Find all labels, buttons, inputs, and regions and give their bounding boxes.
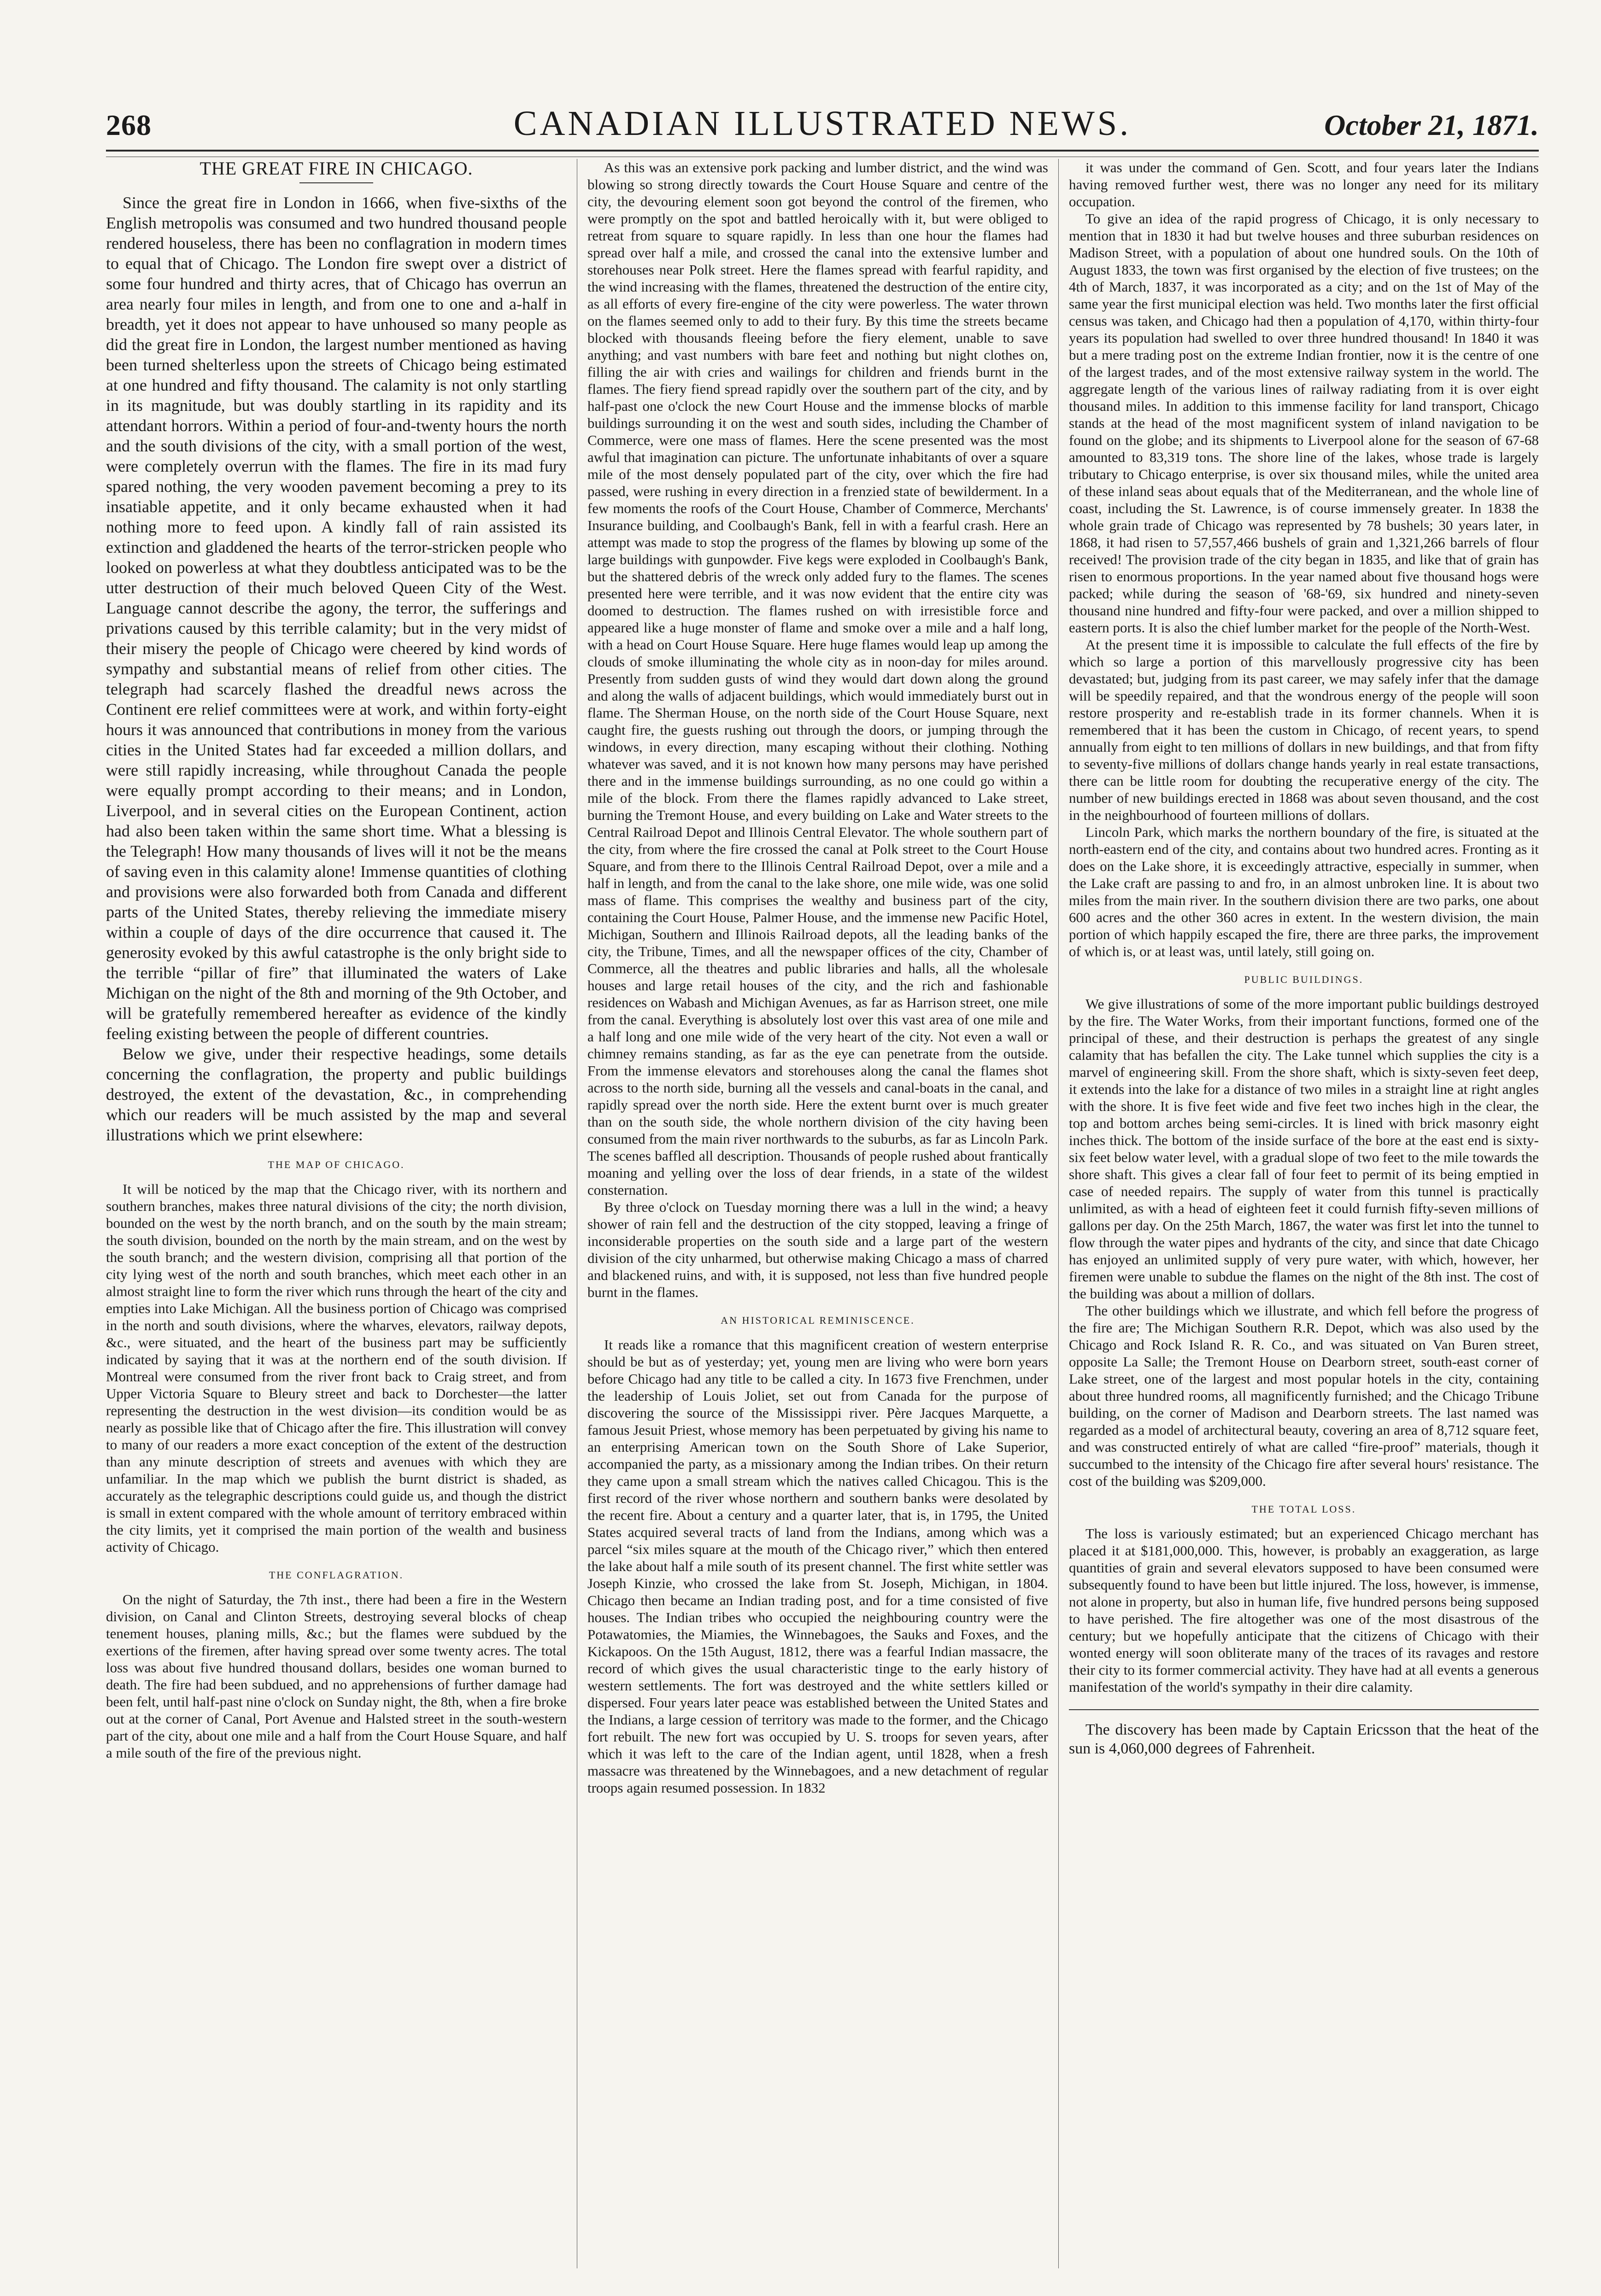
column-divider-2 xyxy=(1058,159,1059,2268)
public-buildings-heading: PUBLIC BUILDINGS. xyxy=(1244,974,1364,985)
masthead-title: CANADIAN ILLUSTRATED NEWS. xyxy=(513,104,1132,143)
map-of-chicago-heading: THE MAP OF CHICAGO. xyxy=(268,1159,405,1170)
issue-date: October 21, 1871. xyxy=(1324,109,1539,141)
conflagration-heading: THE CONFLAGRATION. xyxy=(269,1569,404,1581)
column-1 xyxy=(106,159,567,2268)
column-2-paragraph-1: As this was an extensive pork packing and lumber district, and the wind was blowing so strong directly towards the Court House Square and centre of the city, the devouring element soon got beyond the control of the firemen, who were promptly on the spot and battled heroically with it, but were obliged to retreat from square to square rapidly. In less than one hour the flames had spread over half a mile, and crossed the canal into the extensive lumber and storehouses near Polk street. Here the flames spread with fearful rapidity, and the wind increasing with the flames, threatened the destruction of the entire city, as all efforts of every fire-engine of the city were powerless. The water thrown on the flames seemed only to add to their fury. By this time the streets became blocked with thousands fleeing before the fiery element, unable to save anything; and vast numbers with bare feet and nothing but night clothes on, filling the air with cries and wailings for children and friends burnt in the flames. The fiery fiend spread rapidly over the southern part of the city, and by half-past one o'clock the new Court House and the immense blocks of marble buildings surrounding it on the west and south sides, including the Chamber of Commerce, were one mass of flames. Here the scene presented was the most awful that imagination can picture. The unfortunate inhabitants of over a square mile of the most densely populated part of the city, over which the fire had passed, were rushing in every direction in a frenzied state of bewilderment. In a few moments the roofs of the Court House, Chamber of Commerce, Merchants' Insurance building, and Coolbaugh's Bank, fell in with a fearful crash. Here an attempt was made to stop the progress of the flames by blowing up some of the large buildings with gunpowder. Five kegs were exploded in Coolbaugh's Bank, but the shattered debris of the wreck only added fury to the flames. The scenes presented here were terrible, and it was now evident that the entire city was doomed to destruction. The flames rushed on with irresistible force and appeared like a huge monster of flame and smoke over a mile and a half long, with a head on Court House Square. Here huge flames would leap up among the clouds of smoke illuminating the whole city as in noon-day for miles around. Presently from sudden gusts of wind they would dart down along the ground and along the walls of adjacent buildings, which would immediately burst out in flame. The Sherman House, on the north side of the Court House Square, next caught fire, the guests rushing out through the doors, or jumping through the windows, in every direction, many escaping without their clothing. Nothing whatever was saved, and it is not known how many persons may have perished there and in the immense buildings surrounding, as no one could go within a mile of the block. From there the flames rapidly advanced to Lake street, burning the Tremont House, and every building on Lake and Water streets to the Central Railroad Depot and Illinois Central Elevator. The whole southern part of the city, from where the fire crossed the canal at Polk street to the Court House Square, and from there to the Illinois Central Railroad Depot, over a mile and a half in length, and from the canal to the lake shore, one mile wide, was one solid mass of flame. This comprises the wealthy and business part of the city, containing the Court House, Palmer House, and the immense new Pacific Hotel, Michigan, Southern and Illinois Railroad depots, all the leading banks of the city, the Tribune, Times, and all the newspaper offices of the city, Chamber of Commerce, all the theatres and public libraries and halls, all the wholesale houses and large retail houses of the city, and the rich and fashionable residences on Wabash and Michigan Avenues, as far as Harrison street, one mile from the canal. Everything is absolutely lost over this vast area of one mile and a half long and one mile wide of the very heart of the city. Not even a wall or chimney remains standing, as far as the eye can penetrate from the outside. From the immense elevators and storehouses along the canal the flames shot across to the north side, burning all the vessels and canal-boats in the canal, and rapidly spread over the north side. Here the extent burnt over is much greater than on the south side, the whole northern division of the city having been consumed from the main river northwards to the suburbs, as far as Lincoln Park. The scenes baffled all description. Thousands of people rushed about frantically moaning and yelling over the loss of dear friends, in a state of the wildest consternation. xyxy=(587,159,1048,1198)
closing-note: The discovery has been made by Captain Ericsson that the heat of the sun is 4,060,000 degrees of Fahrenheit. xyxy=(1069,1721,1539,1757)
column-3-paragraph-3: At the present time it is impossible to calculate the full effects of the fire by which so large a portion of this marvellously progressive city has been devastated; but, judging from its past career, we may safely infer that the damage will be speedily repaired, and that the wondrous energy of the people will soon restore prosperity and re-establish trade in its former channels. When it is remembered that it has been the custom in Chicago, of recent years, to spend annually from eight to ten millions of dollars in new buildings, and that from fifty to seventy-five millions of dollars change hands yearly in real estate transactions, there can be little room for doubting the recuperative energy of the city. The number of new buildings erected in 1868 was about seven thousand, and the cost in the neighbourhood of fourteen millions of dollars. xyxy=(1069,637,1539,823)
column-2-paragraph-2: By three o'clock on Tuesday morning there was a lull in the wind; a heavy shower of rain fell and the destruction of the city stopped, leaving a fringe of inconsiderable properties on the south side and a large part of the western division of the city unharmed, but otherwise making Chicago a mass of charred and blackened ruins, and with, it is supposed, not less than five hundred people burnt in the flames. xyxy=(587,1199,1048,1300)
conflagration-paragraph: On the night of Saturday, the 7th inst., there had been a fire in the Western division, on Canal and Clinton Streets, destroying several blocks of cheap tenement houses, planing mills, &c.; but the flames were subdued by the exertions of the firemen, after having spread over some twenty acres. The total loss was about five hundred thousand dollars, besides one woman burned to death. The fire had been subdued, and no apprehensions of further damage had been felt, until half-past nine o'clock on Sunday night, the 8th, when a fire broke out at the corner of Canal, Port Avenue and Halsted street in the south-western part of the city, about one mile and a half from the Court House Square, and half a mile south of the fire of the previous night. xyxy=(106,1591,567,1761)
title-rule xyxy=(299,182,373,183)
page-header xyxy=(106,99,1539,152)
article-columns xyxy=(106,159,1539,2268)
map-of-chicago-paragraph: It will be noticed by the map that the Chicago river, with its northern and southern branches, makes three natural divisions of the city; the north division, bounded on the west by the north branch, and on the south by the main stream; the south division, bounded on the north by the main stream, and on the west by the south branch; and the western division, comprising all that portion of the city lying west of the north and south branches, which meet each other in an almost straight line to form the river which runs through the heart of the city and empties into Lake Michigan. All the business portion of Chicago was comprised in the north and south divisions, where the wharves, elevators, railway depots, &c., were situated, and the heart of the business part may be sufficiently indicated by saying that it was at the northern end of the south division. If Montreal were consumed from the river front back to Craig street, and from Upper Victoria Square to Bleury street and back to Dorchester—the latter representing the destruction in the west division—its condition would be as nearly as possible like that of Chicago after the fire. This illustration will convey to many of our readers a more exact conception of the extent of the destruction than any minute description of streets and avenues with which they are unfamiliar. In the map which we publish the burnt district is shaded, as accurately as the telegraphic descriptions could guide us, and though the district is small in extent compared with the whole amount of territory embraced within the city limits, yet it comprised the main portion of the wealth and business activity of Chicago. xyxy=(106,1181,567,1555)
historical-reminiscence-paragraph: It reads like a romance that this magnificent creation of western enterprise should be but as of yesterday; yet, young men are living who were born years before Chicago had any title to be called a city. In 1673 five Frenchmen, under the leadership of Louis Joliet, set out from Canada for the purpose of discovering the source of the Mississippi river. Père Jacques Marquette, a famous Jesuit Priest, whose memory has been perpetuated by giving his name to an enterprising American town on the South Shore of Lake Superior, accompanied the party, as a missionary among the Indian tribes. On their return they came upon a small stream which the natives called Chicagou. This is the first record of the river whose northern and southern banks were desolated by the recent fire. About a century and a quarter later, that is, in 1795, the United States acquired several tracts of land from the Indians, among which was a parcel “six miles square at the mouth of the Chicago river,” which then entered the lake about half a mile south of its present channel. The first white settler was Joseph Kinzie, who crossed the lake from St. Joseph, Michigan, in 1804. Chicago then became an Indian trading post, and for a time consisted of five houses. The Indian tribes who occupied the neighbouring country were the Potawatomies, the Miamies, the Winnebagoes, the Sauks and Foxes, and the Kickapoos. On the 15th August, 1812, there was a fearful Indian massacre, the record of which gives the usual characteristic tinge to the early history of western settlements. The fort was destroyed and the white settlers killed or dispersed. Four years later peace was established between the United States and the Indians, a large cession of territory was made to the former, and the Chicago fort rebuilt. The new fort was occupied by U. S. troops for seven years, after which it was left to the care of the Indian agent, until 1828, when a fresh massacre was threatened by the Winnebagoes, and a new detachment of regular troops again resumed possession. In 1832 xyxy=(587,1337,1048,1796)
column-2 xyxy=(587,159,1048,2268)
intro-paragraph-1: Since the great fire in London in 1666, when five-sixths of the English metropolis was consumed and two hundred thousand people rendered houseless, there has been no conflagration in modern times to equal that of Chicago. The London fire swept over a district of some four hundred and thirty acres, that of Chicago has overrun an area nearly four miles in length, and from one to one and a-half in breadth, yet it does not appear to have unhoused so many people as did the great fire in London, the largest number mentioned as having been turned shelterless upon the streets of Chicago being estimated at one hundred and fifty thousand. The calamity is not only startling in its magnitude, but was doubly startling in its rapidity and its attendant horrors. Within a period of four-and-twenty hours the north and the south divisions of the city, with a small portion of the west, were completely overrun with the flames. The fire in its mad fury spared nothing, the very wooden pavement becoming a prey to its insatiable appetite, and it only became exhausted when it had nothing more to feed upon. A kindly fall of rain assisted its extinction and gladdened the hearts of the terror-stricken people who looked on powerless at what they doubtless anticipated was to be the utter destruction of their much beloved Queen City of the West. Language cannot describe the agony, the terror, the sufferings and privations caused by this terrible calamity; but in the very midst of their misery the people of Chicago were cheered by kind words of sympathy and substantial means of relief from other cities. The telegraph had scarcely flashed the dreadful news across the Continent ere relief committees were at work, and within forty-eight hours it was announced that contributions in money from the various cities in the United States had far exceeded a million dollars, and were still rapidly increasing, while throughout Canada the people were equally prompt according to their means; and in London, Liverpool, and in several cities on the European Continent, action had also been taken within the same short time. What a blessing is the Telegraph! How many thousands of lives will it not be the means of saving even in this calamity alone! Immense quantities of clothing and provisions were also forwarded both from Canada and different parts of the United States, thereby relieving the immediate misery within a couple of days of the dire occurrence that caused it. The generosity evoked by this awful catastrophe is the only bright side to the terrible “pillar of fire” that illuminated the waters of Lake Michigan on the night of the 8th and morning of the 9th October, and will be gratefully remembered hereafter as evidence of the kindly feeling existing between the people of different countries. xyxy=(106,193,567,1043)
column-3-paragraph-2: To give an idea of the rapid progress of Chicago, it is only necessary to mention that in 1830 it had but twelve houses and three suburban residences on Madison Street, with a population of about one hundred souls. On the 10th of August 1833, the town was first organised by the election of five trustees; on the 4th of March, 1837, it was incorporated as a city; and on the 1st of May of the same year the first municipal election was held. Two months later the first official census was taken, and Chicago had then a population of 4,170, within thirty-four years its population had swelled to over three hundred thousand! In 1840 it was but a mere trading post on the extreme Indian frontier, now it is the centre of one of the largest trades, and of the most extensive railway system in the world. The aggregate length of the various lines of railway radiating from it is over eight thousand miles. In addition to this immense facility for land transport, Chicago stands at the head of the most magnificent system of inland navigation to be found on the globe; and its shipments to Liverpool alone for the season of 67-68 amounted to 83,319 tons. The shore line of the lakes, whose trade is largely tributary to Chicago enterprise, is over six thousand miles, while the united area of these inland seas about equals that of the Mediterranean, and the whole line of coast, including the St. Lawrence, is of course immensely greater. In 1838 the whole grain trade of Chicago was represented by 78 bushels; 30 years later, in 1868, it had risen to 57,557,466 bushels of grain and 1,321,266 barrels of flour received! The provision trade of the city began in 1835, and like that of grain has risen to enormous proportions. In the year named about five thousand hogs were packed; while during the season of '68-'69, six hundred and ninety-seven thousand nine hundred and fifty-four were packed, and over a million shipped to eastern ports. It is also the chief lumber market for the people of the North-West. xyxy=(1069,210,1539,636)
total-loss-paragraph: The loss is variously estimated; but an experienced Chicago merchant has placed it at $181,000,000. This, however, is probably an exaggeration, as large quantities of grain and several elevators supposed to have been consumed were subsequently found to have been but little injured. The loss, however, is immense, not alone in property, but also in human life, five hundred persons being supposed to have perished. The fire altogether was one of the most disastrous of the century; but we hopefully anticipate that the citizens of Chicago with their wonted energy will soon obliterate many of the traces of its ravages and restore their city to its former commercial activity. They have had at all events a generous manifestation of the world's sympathy in their dire calamity. xyxy=(1069,1525,1539,1695)
column-3-paragraph-4: Lincoln Park, which marks the northern boundary of the fire, is situated at the north-eastern end of the city, and contains about two hundred acres. Fronting as it does on the Lake shore, it is exceedingly attractive, especially in summer, when the Lake craft are passing to and fro, in an almost unbroken line. It is about two miles from the main river. In the southern division there are two parks, one about 600 acres and the other 360 acres in extent. In the western division, the main portion of which happily escaped the fire, there are three parks, the improvement of which is, or at least was, until lately, still going on. xyxy=(1069,824,1539,959)
historical-reminiscence-heading: AN HISTORICAL REMINISCENCE. xyxy=(721,1315,915,1326)
public-buildings-paragraph-2: The other buildings which we illustrate, and which fell before the progress of the fire are; The Michigan Southern R.R. Depot, which was also used by the Chicago and Rock Island R. R. Co., and was situated on Van Buren street, opposite La Salle; the Tremont House on Dearborn street, south-east corner of Lake street, one of the largest and most popular hotels in the city, containing about three hundred rooms, all magnificently furnished; and the Chicago Tribune building, on the corner of Madison and Dearborn streets. The last named was regarded as a model of architectural beauty, covering an area of 8,712 square feet, and was constructed entirely of what are called “fire-proof” materials, though it succumbed to the intensity of the Chicago fire after several hours' resistance. The cost of the building was $209,000. xyxy=(1069,1303,1539,1489)
public-buildings-paragraph-1: We give illustrations of some of the more important public buildings destroyed by the fire. The Water Works, from their important functions, formed one of the principal of these, and their destruction is perhaps the greatest of any single calamity that has befallen the city. The Lake tunnel which supplies the city is a marvel of engineering skill. From the shore shaft, which is sixty-seven feet deep, it extends into the lake for a distance of two miles in a straight line at right angles with the shore. It is five feet wide and five feet two inches high in the clear, the top and bottom arches being semi-circles. It is lined with brick masonry eight inches thick. The bottom of the inside surface of the bore at the east end is sixty-six feet below water level, with a gradual slope of two feet to the mile towards the shore shaft. This gives a clear fall of four feet to permit of its being emptied in case of needed repairs. The supply of water from this tunnel is practically unlimited, as with a head of eighteen feet it could furnish fifty-seven millions of gallons per day. On the 25th March, 1867, the water was first let into the tunnel to flow through the water pipes and hydrants of the city, and since that date Chicago has enjoyed an unlimited supply of very pure water, with which, however, her firemen were unable to subdue the flames on the night of the 8th inst. The cost of the building was about a million of dollars. xyxy=(1069,996,1539,1302)
column-3 xyxy=(1069,159,1539,2268)
page-number: 268 xyxy=(106,109,152,141)
intro-paragraph-2: Below we give, under their respective headings, some details concerning the conflagration, the property and public buildings destroyed, the extent of the devastation, &c., in comprehending which our readers will be much assisted by the map and several illustrations which we print elsewhere: xyxy=(106,1045,567,1144)
column-3-paragraph-1: it was under the command of Gen. Scott, and four years later the Indians having removed further west, there was no longer any need for its military occupation. xyxy=(1069,159,1539,210)
note-rule xyxy=(1069,1709,1539,1710)
total-loss-heading: THE TOTAL LOSS. xyxy=(1251,1503,1356,1515)
article-title: THE GREAT FIRE IN CHICAGO. xyxy=(199,159,473,179)
